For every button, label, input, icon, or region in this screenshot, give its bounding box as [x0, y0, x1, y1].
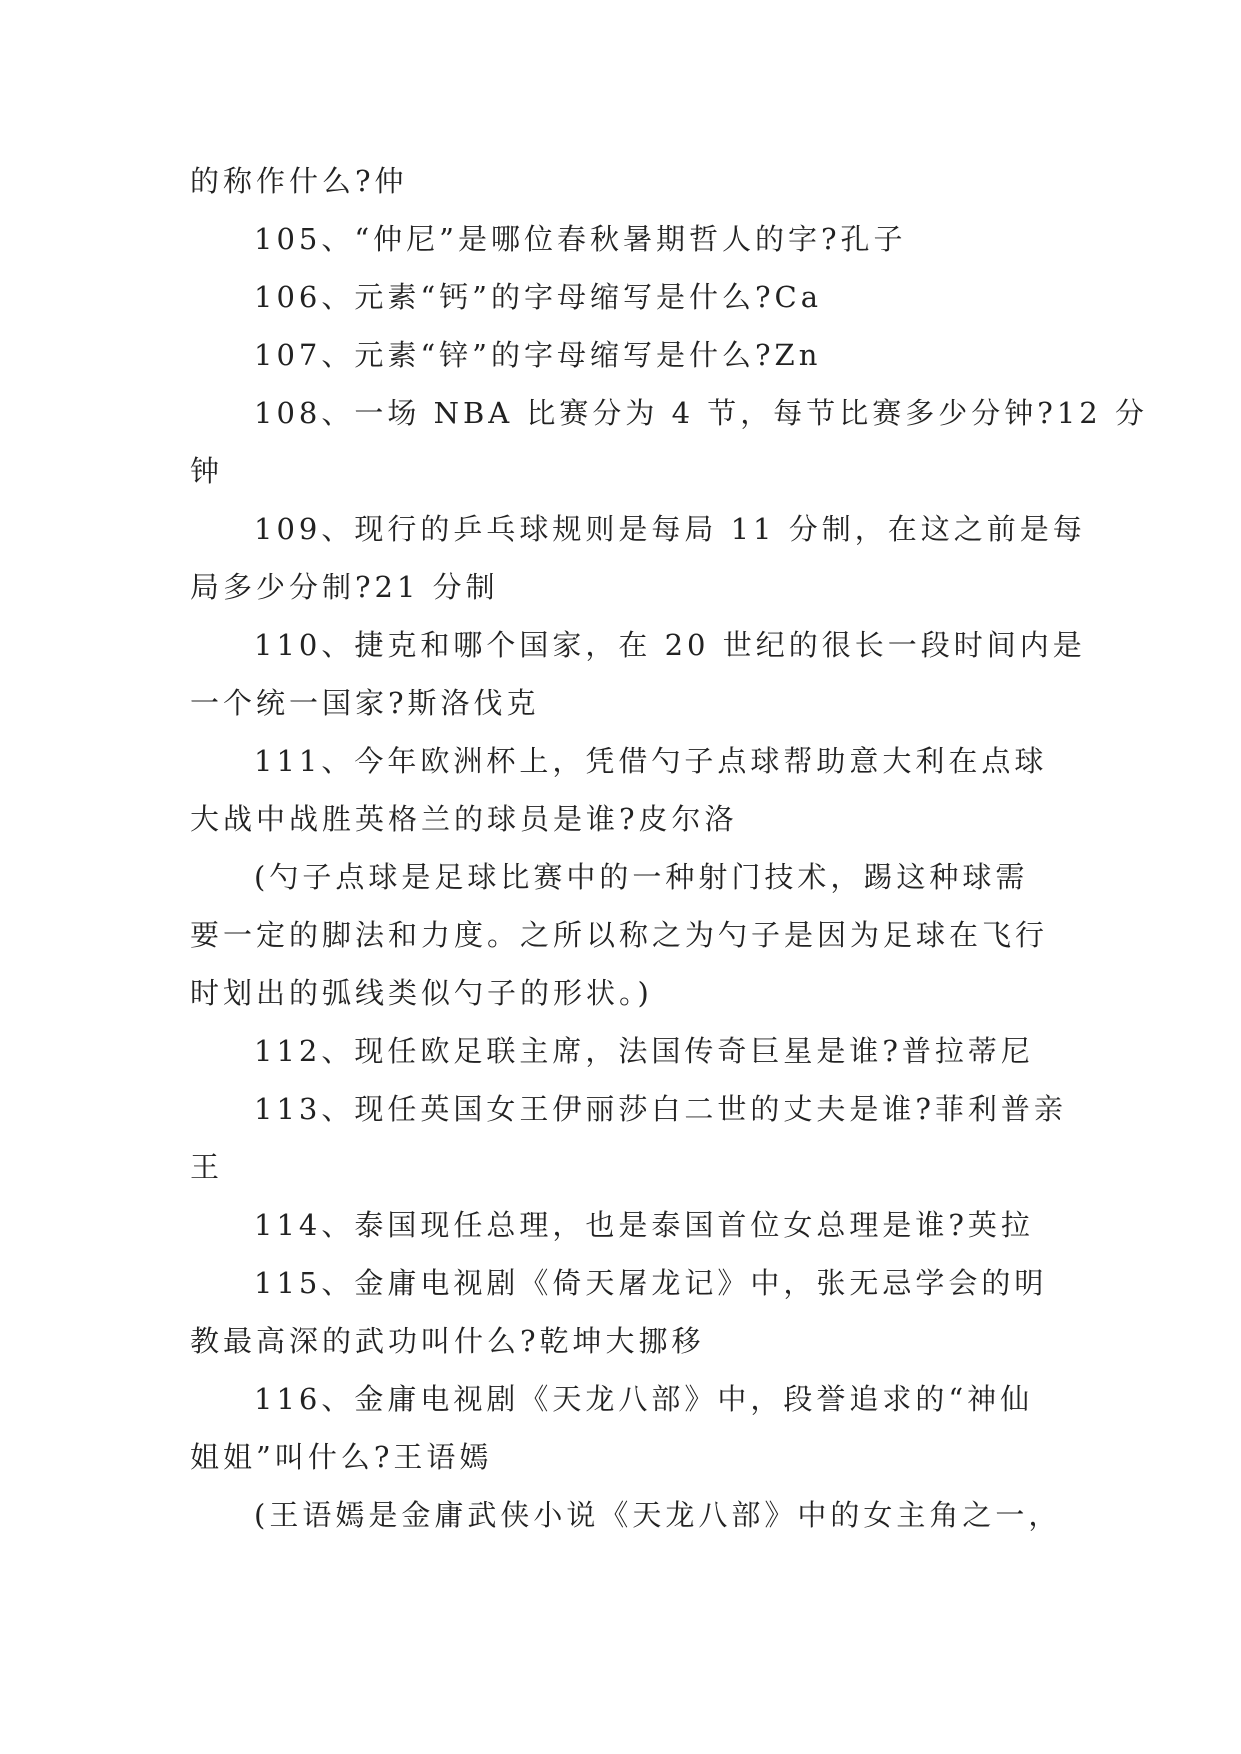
text-line: 109、现行的乒乓球规则是每局 11 分制，在这之前是每 [254, 512, 1086, 546]
text-line: 时划出的弧线类似勺子的形状。) [190, 976, 653, 1010]
text-line: (王语嫣是金庸武侠小说《天龙八部》中的女主角之一， [254, 1498, 1062, 1532]
text-line: 教最高深的武功叫什么?乾坤大挪移 [190, 1324, 705, 1358]
text-line: 107、元素“锌”的字母缩写是什么?Zn [254, 338, 822, 372]
text-line: 106、元素“钙”的字母缩写是什么?Ca [254, 280, 823, 314]
text-line: 114、泰国现任总理，也是泰国首位女总理是谁?英拉 [254, 1208, 1034, 1242]
text-line: 的称作什么?仲 [190, 164, 408, 198]
text-line: 111、今年欧洲杯上，凭借勺子点球帮助意大利在点球 [254, 744, 1048, 778]
text-line: 116、金庸电视剧《天龙八部》中，段誉追求的“神仙 [254, 1382, 1034, 1416]
document-page [190, 152, 1148, 1544]
text-line: 115、金庸电视剧《倚天屠龙记》中，张无忌学会的明 [254, 1266, 1048, 1300]
text-line: 110、捷克和哪个国家，在 20 世纪的很长一段时间内是 [254, 628, 1086, 662]
text-line: 姐姐”叫什么?王语嫣 [190, 1440, 493, 1474]
text-line: 105、“仲尼”是哪位春秋暑期哲人的字?孔子 [254, 222, 907, 256]
text-line: (勺子点球是足球比赛中的一种射门技术，踢这种球需 [254, 860, 1029, 894]
text-line: 钟 [190, 454, 224, 488]
text-line: 112、现任欧足联主席，法国传奇巨星是谁?普拉蒂尼 [254, 1034, 1034, 1068]
text-line: 113、现任英国女王伊丽莎白二世的丈夫是谁?菲利普亲 [254, 1092, 1067, 1126]
text-line: 局多少分制?21 分制 [190, 570, 499, 604]
text-line: 108、一场 NBA 比赛分为 4 节，每节比赛多少分钟?12 分 [254, 396, 1148, 430]
text-line: 一个统一国家?斯洛伐克 [190, 686, 540, 720]
text-line: 大战中战胜英格兰的球员是谁?皮尔洛 [190, 802, 738, 836]
text-line: 要一定的脚法和力度。之所以称之为勺子是因为足球在飞行 [190, 918, 1049, 952]
text-line: 王 [190, 1150, 224, 1184]
